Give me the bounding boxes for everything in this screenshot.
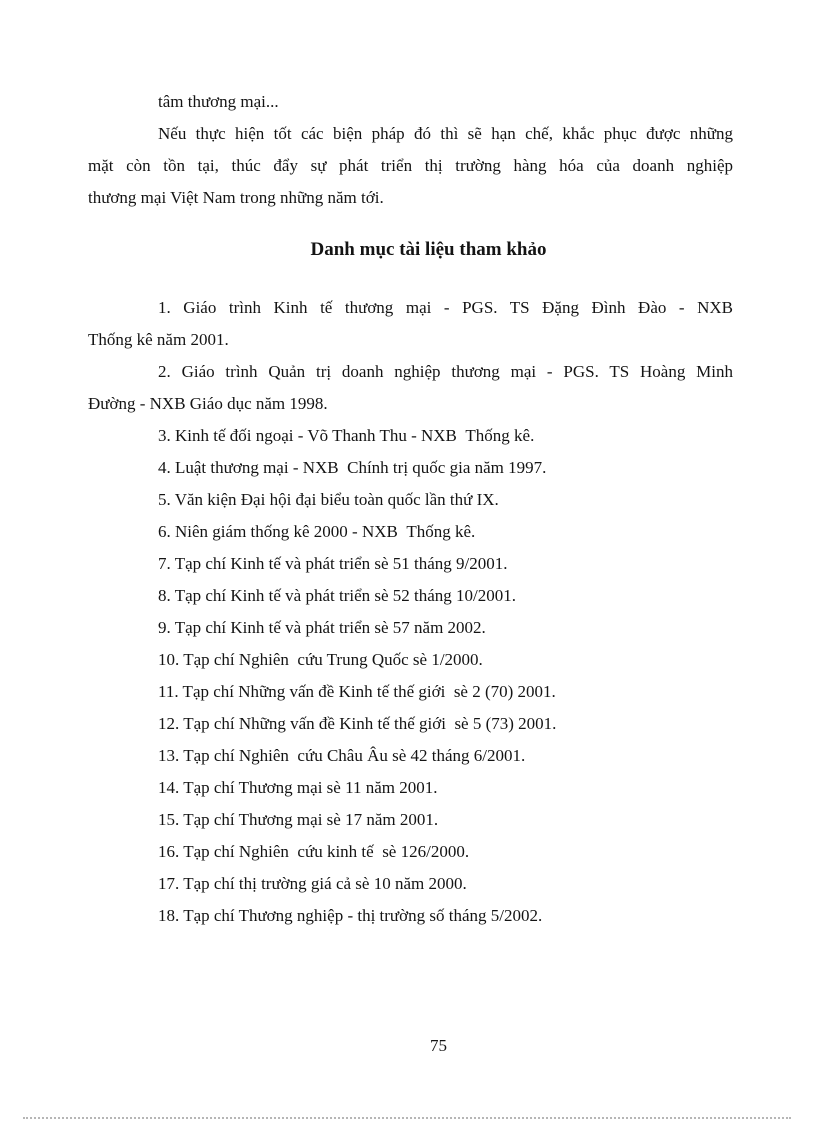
text-line: 18. Tạp chí Thương nghiệp - thị trường số tháng 5/2002. bbox=[158, 906, 543, 925]
text-line: 8. Tạp chí Kinh tế và phát triển sè 52 tháng 10/2001. bbox=[158, 586, 517, 605]
text-line: 12. Tạp chí Những vấn đề Kinh tế thế giới sè 5 (73) 2001. bbox=[158, 714, 557, 733]
text-line: tâm thương mại... bbox=[158, 92, 279, 111]
reference-item bbox=[88, 580, 733, 612]
text-line: 14. Tạp chí Thương mại sè 11 năm 2001. bbox=[158, 778, 438, 797]
intro-paragraph bbox=[88, 86, 733, 118]
reference-item bbox=[88, 644, 733, 676]
text-line: 3. Kinh tế đối ngoại - Võ Thanh Thu - NXB Thống kê. bbox=[158, 426, 535, 445]
text-line: 9. Tạp chí Kinh tế và phát triển sè 57 năm 2002. bbox=[158, 618, 486, 637]
text-line: 2. Giáo trình Quản trị doanh nghiệp thương mại - PGS. TS Hoàng Minh bbox=[158, 362, 733, 381]
text-line: 15. Tạp chí Thương mại sè 17 năm 2001. bbox=[158, 810, 439, 829]
page-break-dotted-line bbox=[23, 1117, 791, 1119]
reference-item bbox=[88, 804, 733, 836]
reference-item bbox=[88, 516, 733, 548]
text-line: Thống kê năm 2001. bbox=[88, 330, 229, 349]
reference-item bbox=[88, 356, 733, 420]
reference-item bbox=[88, 452, 733, 484]
text-line: 17. Tạp chí thị trường giá cả sè 10 năm 2000. bbox=[158, 874, 467, 893]
text-line: 4. Luật thương mại - NXB Chính trị quốc gia năm 1997. bbox=[158, 458, 547, 477]
text-line: 1. Giáo trình Kinh tế thương mại - PGS. TS Đặng Đình Đào - NXB bbox=[158, 298, 733, 317]
reference-item bbox=[88, 484, 733, 516]
text-line: 5. Văn kiện Đại hội đại biểu toàn quốc lần thứ IX. bbox=[158, 490, 499, 509]
reference-list bbox=[88, 292, 733, 932]
reference-item bbox=[88, 836, 733, 868]
reference-item bbox=[88, 420, 733, 452]
text-line: thương mại Việt Nam trong những năm tới. bbox=[88, 188, 384, 207]
text-line: mặt còn tồn tại, thúc đẩy sự phát triển thị trường hàng hóa của doanh nghiệp bbox=[88, 156, 733, 175]
reference-item bbox=[88, 612, 733, 644]
section-heading: Danh mục tài liệu tham khảo bbox=[310, 239, 547, 260]
page-number: 75 bbox=[430, 1036, 447, 1055]
text-line: 11. Tạp chí Những vấn đề Kinh tế thế giới sè 2 (70) 2001. bbox=[158, 682, 556, 701]
text-line: Đường - NXB Giáo dục năm 1998. bbox=[88, 394, 328, 413]
text-line: 7. Tạp chí Kinh tế và phát triển sè 51 tháng 9/2001. bbox=[158, 554, 508, 573]
reference-item bbox=[88, 292, 733, 356]
reference-item bbox=[88, 772, 733, 804]
text-line: 16. Tạp chí Nghiên cứu kinh tế sè 126/2000. bbox=[158, 842, 470, 861]
reference-item bbox=[88, 708, 733, 740]
text-line: 13. Tạp chí Nghiên cứu Châu Âu sè 42 tháng 6/2001. bbox=[158, 746, 526, 765]
text-line: 6. Niên giám thống kê 2000 - NXB Thống kê. bbox=[158, 522, 476, 541]
text-line: 10. Tạp chí Nghiên cứu Trung Quốc sè 1/2000. bbox=[158, 650, 483, 669]
reference-item bbox=[88, 900, 733, 932]
intro-paragraphs bbox=[88, 86, 733, 214]
reference-item bbox=[88, 676, 733, 708]
reference-item bbox=[88, 740, 733, 772]
reference-item bbox=[88, 548, 733, 580]
reference-item bbox=[88, 868, 733, 900]
text-line: Nếu thực hiện tốt các biện pháp đó thì sẽ hạn chế, khắc phục được những bbox=[158, 124, 733, 143]
intro-paragraph bbox=[88, 118, 733, 214]
